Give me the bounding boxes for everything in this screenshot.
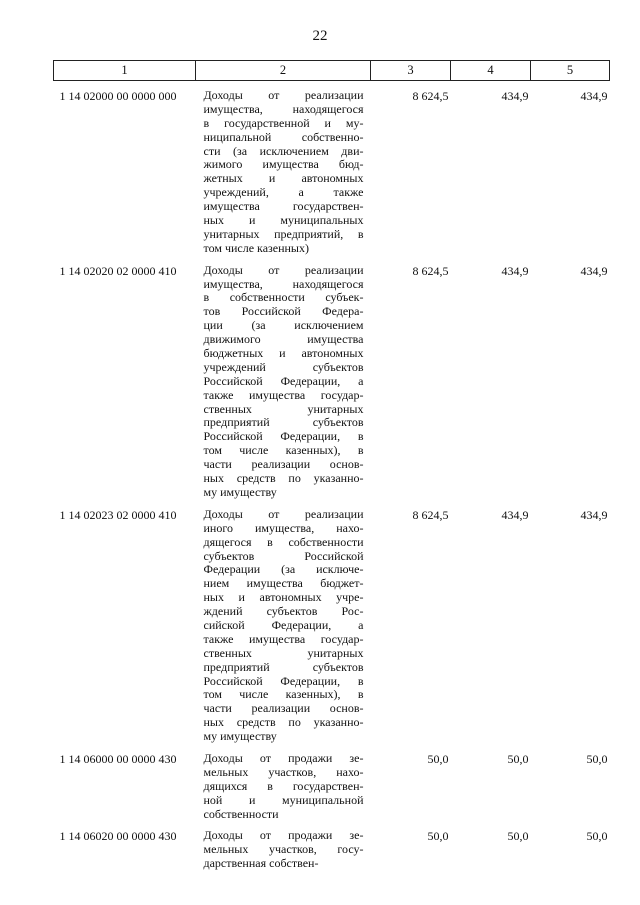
description-line: ждений субъектов Рос- xyxy=(203,604,364,619)
description-line: тов Российской Федера- xyxy=(203,304,364,319)
revenue-description xyxy=(196,744,371,821)
amount-col-4: 434,9 xyxy=(501,507,529,522)
description-line: в собственности субъек- xyxy=(203,290,364,305)
revenue-description xyxy=(196,81,371,256)
amount-col-4: 434,9 xyxy=(501,89,529,103)
column-header: 5 xyxy=(531,61,610,81)
description-line: Российской Федерации, в xyxy=(203,673,364,688)
column-header: 3 xyxy=(371,61,451,81)
revenue-description xyxy=(196,256,371,500)
description-line: предприятий субъектов xyxy=(203,415,364,430)
header-row xyxy=(54,61,610,81)
description-line: ной и муниципальной xyxy=(203,792,364,807)
table-row xyxy=(54,500,610,744)
description-line: Доходы от продажи зе- xyxy=(203,828,364,843)
description-line: ных и автономных учре- xyxy=(203,590,364,605)
description-line: движимого имущества xyxy=(203,332,364,347)
description-line: жетных и автономных xyxy=(203,171,364,186)
description-line: мельных участков, госу- xyxy=(203,842,364,857)
amount-col-3: 8 624,5 xyxy=(412,507,449,522)
amount-col-3: 50,0 xyxy=(427,829,449,844)
description-line: Федерации (за исключе- xyxy=(203,562,364,577)
revenue-description xyxy=(196,821,371,871)
description-line: также имущества государ- xyxy=(203,387,364,402)
description-line: дарственная собствен- xyxy=(203,856,319,871)
description-line: бюджетных и автономных xyxy=(203,346,364,361)
column-header: 4 xyxy=(451,61,531,81)
description-line: Доходы от реализации xyxy=(203,88,364,102)
column-header: 2 xyxy=(196,61,371,81)
table-row xyxy=(54,821,610,871)
description-line: Доходы от реализации xyxy=(203,262,364,277)
description-line: ных и муниципальных xyxy=(203,213,364,228)
description-line: сийской Федерации, а xyxy=(203,617,364,632)
amount-col-4: 50,0 xyxy=(507,751,529,766)
budget-code: 1 14 06020 00 0000 430 xyxy=(59,829,177,844)
description-line: том числе казенных), в xyxy=(203,443,364,458)
description-line: сти (за исключением дви- xyxy=(203,143,364,158)
description-line: ниципальной собственно- xyxy=(203,129,364,144)
description-line: том числе казенных), в xyxy=(203,687,364,702)
description-line: мельных участков, нахо- xyxy=(203,764,364,779)
description-line: жимого имущества бюд- xyxy=(203,157,364,172)
budget-code: 1 14 06000 00 0000 430 xyxy=(59,751,177,766)
amount-col-5: 434,9 xyxy=(580,507,608,522)
description-line: дящихся в государствен- xyxy=(203,778,364,793)
amount-col-3: 8 624,5 xyxy=(412,89,449,103)
amount-col-5: 434,9 xyxy=(580,263,608,278)
amount-col-4: 434,9 xyxy=(501,263,529,278)
budget-code: 1 14 02000 00 0000 000 xyxy=(59,89,177,103)
amount-col-5: 50,0 xyxy=(586,829,608,844)
table-row xyxy=(54,744,610,821)
page-number: 22 xyxy=(312,28,328,44)
budget-code: 1 14 02023 02 0000 410 xyxy=(59,507,177,522)
description-line: части реализации основ- xyxy=(203,701,364,716)
description-line: унитарных предприятий, в xyxy=(203,226,364,241)
description-line: ственных унитарных xyxy=(203,645,364,660)
description-line: дящегося в собственности xyxy=(203,534,364,549)
description-line: также имущества государ- xyxy=(203,631,364,646)
budget-code: 1 14 02020 02 0000 410 xyxy=(59,263,177,278)
description-line: части реализации основ- xyxy=(203,457,364,472)
description-line: му имуществу xyxy=(203,484,277,499)
description-line: Доходы от продажи зе- xyxy=(203,750,364,765)
amount-col-5: 434,9 xyxy=(580,89,608,103)
description-line: учреждений, а также xyxy=(203,185,364,200)
amount-col-5: 50,0 xyxy=(586,751,608,766)
revenue-description xyxy=(196,500,371,744)
description-line: нием имущества бюджет- xyxy=(203,576,364,591)
description-line: Доходы от реализации xyxy=(203,506,364,521)
description-line: предприятий субъектов xyxy=(203,659,364,674)
description-line: ственных унитарных xyxy=(203,401,364,416)
description-line: иного имущества, нахо- xyxy=(203,520,364,535)
description-line: в государственной и му- xyxy=(203,115,364,130)
description-line: имущества, находящегося xyxy=(203,101,364,116)
description-line: ции (за исключением xyxy=(203,318,364,333)
description-line: ных средств по указанно- xyxy=(203,715,364,730)
description-line: му имуществу xyxy=(203,729,277,744)
description-line: Российской Федерации, а xyxy=(203,373,364,388)
description-line: субъектов Российской xyxy=(203,548,364,563)
amount-col-4: 50,0 xyxy=(507,829,529,844)
description-line: ных средств по указанно- xyxy=(203,471,364,486)
revenue-table xyxy=(53,60,610,871)
description-line: имущества, находящегося xyxy=(203,276,364,291)
column-header: 1 xyxy=(54,61,196,81)
description-line: том числе казенных) xyxy=(203,240,309,255)
amount-col-3: 50,0 xyxy=(427,751,449,766)
description-line: имущества государствен- xyxy=(203,199,364,214)
amount-col-3: 8 624,5 xyxy=(412,263,449,278)
table-row xyxy=(54,256,610,500)
description-line: собственности xyxy=(203,806,279,821)
description-line: Российской Федерации, в xyxy=(203,429,364,444)
table-row xyxy=(54,81,610,256)
description-line: учреждений субъектов xyxy=(203,359,364,374)
table-body xyxy=(54,81,610,872)
